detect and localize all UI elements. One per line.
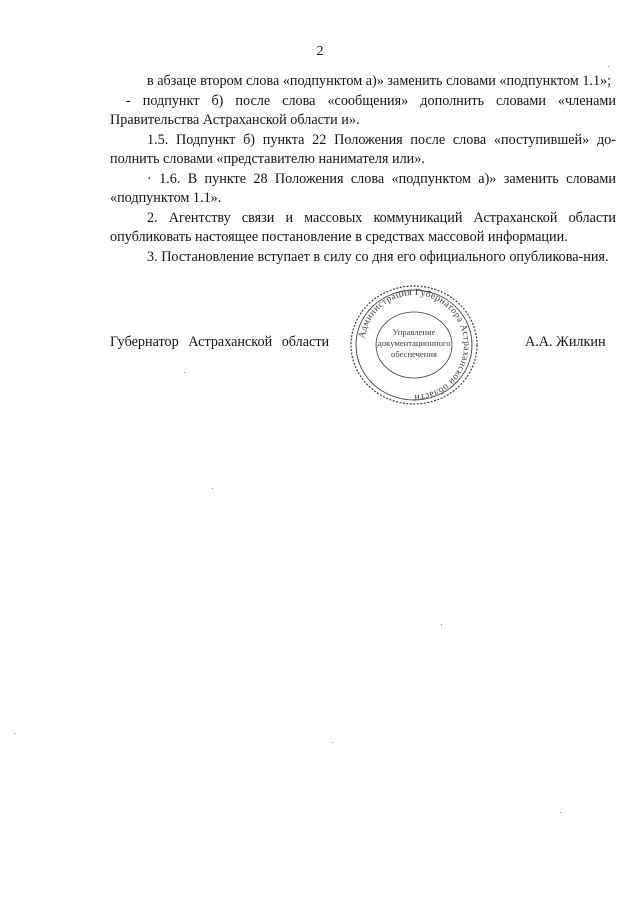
scan-speck bbox=[14, 733, 15, 734]
document-body bbox=[110, 72, 616, 267]
scan-speck bbox=[608, 66, 609, 67]
stamp-center-line-3: обеспечения bbox=[391, 349, 437, 359]
paragraph-4: · 1.6. В пункте 28 Положения слова «подпунктом а)» заменить словами «подпунктом 1.1». bbox=[110, 170, 616, 206]
paragraph-5: 2. Агентству связи и массовых коммуникаций Астраханской области опубликовать настоящее постановление в средствах массовой информации. bbox=[110, 209, 616, 245]
stamp-ring-textpath: Администрация Губернатора Астраханской области bbox=[357, 287, 472, 403]
scan-speck bbox=[441, 624, 442, 625]
paragraph-1: в абзаце втором слова «подпунктом а)» заменить словами «подпунктом 1.1»; bbox=[147, 73, 612, 89]
scan-speck bbox=[184, 372, 185, 373]
page-number: 2 bbox=[316, 44, 324, 59]
stamp-center-line-2: документационного bbox=[377, 338, 451, 348]
paragraph-2: - подпункт б) после слова «сообщения» дополнить словами «членами Правительства Астраханской области и». bbox=[110, 92, 616, 128]
stamp-center-line-1: Управление bbox=[392, 327, 436, 337]
signatory-name: А.А. Жилкин bbox=[525, 334, 606, 350]
scan-speck bbox=[560, 812, 561, 813]
signatory-position: Губернатор Астраханской области bbox=[110, 334, 330, 350]
official-stamp bbox=[349, 284, 479, 406]
paragraph-3: 1.5. Подпункт б) пункта 22 Положения после слова «поступившей» до-полнить словами «представителю нанимателя или». bbox=[110, 131, 616, 167]
scan-speck bbox=[212, 488, 213, 489]
paragraph-6: 3. Постановление вступает в силу со дня его официального опубликова-ния. bbox=[147, 248, 609, 265]
scan-speck bbox=[332, 742, 333, 743]
